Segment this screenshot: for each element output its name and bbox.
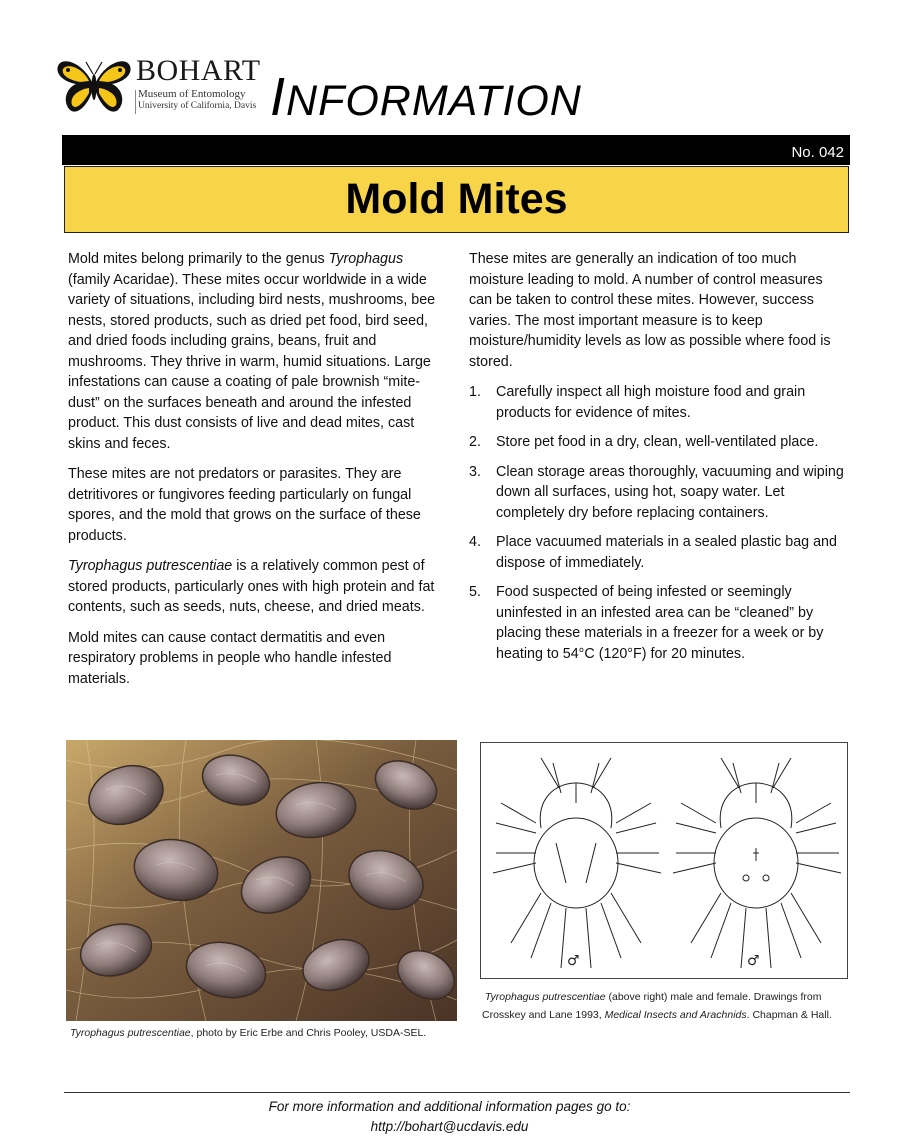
information-heading: INFORMATION — [270, 67, 582, 127]
list-item: 4. Place vacuumed materials in a sealed plastic bag and dispose of immediately. — [469, 534, 837, 571]
paragraph-diet: These mites are not predators or parasites. They are detritivores or fungivores feeding particularly on fungal spores, and the mold that grows on the surface of these products. — [68, 466, 421, 544]
footer-link[interactable]: http://bohart@ucdavis.edu — [370, 1119, 529, 1134]
header-black-bar — [62, 135, 850, 165]
title-bar — [64, 166, 849, 233]
footer-line: For more information and additional information pages go to: — [268, 1099, 631, 1114]
male-symbol-left: ♂ — [567, 953, 580, 969]
list-item: 5. Food suspected of being infested or seemingly uninfested in an infested area can be “cleaned” by placing these materials in a freezer for a week or by heating to 54°C (120°F) for 20 minutes. — [469, 584, 824, 662]
footer — [0, 1097, 899, 1137]
butterfly-logo-icon — [56, 58, 132, 116]
mite-drawing-illustration — [481, 743, 846, 977]
control-measures-list — [469, 382, 845, 664]
footer-divider — [64, 1092, 850, 1093]
issue-number: No. 042 — [791, 144, 844, 161]
paragraph-species: Tyrophagus putrescentiae is a relatively common pest of stored products, particularly ones with high protein and fat contents, such as seeds, nuts, cheese, and dried meats. — [68, 558, 435, 615]
logo-separator — [135, 90, 136, 114]
drawing-caption: Tyrophagus putrescentiae (above right) male and female. Drawings from Crosskey and Lane 1993, Medical Insects and Arachnids. Chapman & Hall. — [482, 991, 832, 1021]
paragraph-intro: Mold mites belong primarily to the genus Tyrophagus (family Acaridae). These mites occur worldwide in a wide variety of situations, including bird nests, mushrooms, bee nests, stored products, such as dried pet food, bird seed, and dried foods including grains, beans, fruit and mushrooms. They thrive in warm, humid situations. Large infestations can cause a coating of pale brownish “mite-dust” on the surfaces beneath and around the infested product. This dust consists of live and dead mites, cast skins and feces. — [68, 251, 436, 452]
mite-photo-illustration — [66, 740, 457, 1021]
right-column — [469, 249, 845, 673]
list-item: 2. Store pet food in a dry, clean, well-ventilated place. — [469, 434, 819, 450]
male-symbol-right: ♂ — [747, 953, 760, 969]
list-item: 1. Carefully inspect all high moisture food and grain products for evidence of mites. — [469, 384, 806, 421]
logo-name: BOHART — [136, 54, 261, 87]
mite-sem-photo — [66, 740, 457, 1021]
bohart-logo — [56, 56, 266, 116]
list-item: 3. Clean storage areas thoroughly, vacuuming and wiping down all surfaces, using hot, soapy water. Let completely dry before replacing containers. — [469, 463, 844, 521]
paragraph-control-intro: These mites are generally an indication of too much moisture leading to mold. A number of control measures can be taken to control these mites. However, success varies. The most important measure is to keep moisture/humidity levels as low as possible where food is stored. — [469, 251, 831, 370]
page-title: Mold Mites — [345, 175, 568, 223]
photo-caption: Tyrophagus putrescentiae, photo by Eric Erbe and Chris Pooley, USDA-SEL. — [70, 1027, 427, 1039]
mite-line-drawing — [480, 742, 848, 979]
paragraph-health: Mold mites can cause contact dermatitis and even respiratory problems in people who handle infested materials. — [68, 629, 392, 687]
logo-museum-line: Museum of Entomology — [138, 88, 246, 100]
left-column — [68, 249, 448, 699]
logo-university-line: University of California, Davis — [138, 101, 257, 111]
